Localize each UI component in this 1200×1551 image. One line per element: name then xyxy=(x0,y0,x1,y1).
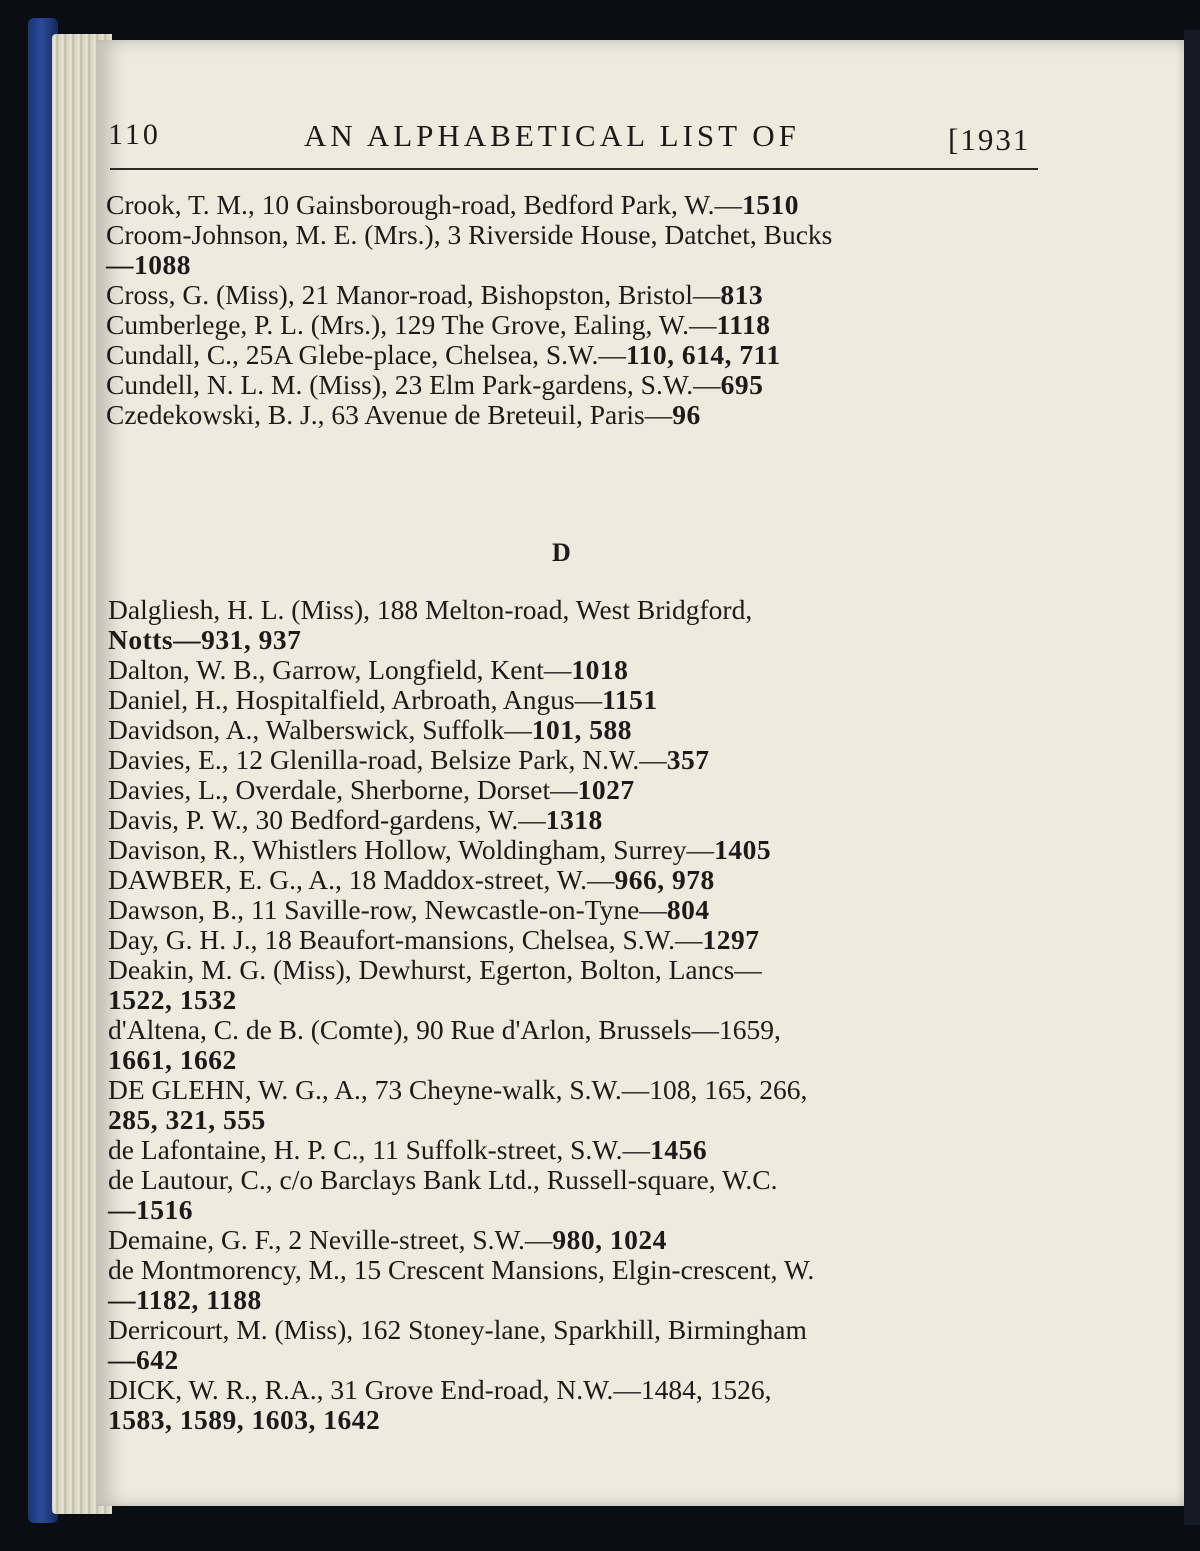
entry-continuation: 1661, 1662 xyxy=(108,1044,237,1075)
entry-refs: 1456 xyxy=(650,1134,708,1165)
entry-name-address: DAWBER, E. G., A., 18 Maddox-street, W.— xyxy=(108,864,615,895)
entry-name-address: Cross, G. (Miss), 21 Manor-road, Bishopston, Bristol— xyxy=(106,279,721,310)
list-item xyxy=(108,895,1048,925)
entry-name-address: Davies, E., 12 Glenilla-road, Belsize Park, N.W.— xyxy=(108,744,667,775)
list-item xyxy=(106,400,1046,430)
entry-refs: 695 xyxy=(720,369,764,400)
entry-text xyxy=(108,684,1048,715)
list-item xyxy=(108,1375,1048,1435)
page-number: 110 xyxy=(108,118,161,151)
entry-continuation: —1182, 1188 xyxy=(108,1284,262,1315)
entry-continuation: 285, 321, 555 xyxy=(108,1104,266,1135)
entry-text xyxy=(108,804,1048,835)
entry-refs: 1151 xyxy=(602,684,658,715)
entries-d-list xyxy=(108,595,1048,1435)
entry-text xyxy=(108,1314,1048,1345)
list-item xyxy=(108,925,1048,955)
list-item xyxy=(108,955,1048,1015)
list-item xyxy=(108,1075,1048,1135)
entry-text xyxy=(108,954,1048,985)
entry-name-address: Croom-Johnson, M. E. (Mrs.), 3 Riverside House, Datchet, Bucks xyxy=(106,219,833,250)
entry-name-address: Crook, T. M., 10 Gainsborough-road, Bedford Park, W.— xyxy=(106,189,743,220)
entry-text xyxy=(108,654,1048,685)
entry-name-address: Dalgliesh, H. L. (Miss), 188 Melton-road, West Bridgford, xyxy=(108,594,753,625)
entry-refs: 1118 xyxy=(716,309,771,340)
section-letter: D xyxy=(552,538,572,567)
entry-text xyxy=(108,924,1048,955)
entry-continuation: —1516 xyxy=(108,1194,193,1225)
entry-refs: 110, 614, 711 xyxy=(625,339,781,370)
list-item xyxy=(108,655,1048,685)
entry-text xyxy=(108,894,1048,925)
entry-name-address: d'Altena, C. de B. (Comte), 90 Rue d'Arlon, Brussels—1659, xyxy=(108,1014,781,1045)
right-cover-edge xyxy=(1184,30,1200,1525)
entry-name-address: Davis, P. W., 30 Bedford-gardens, W.— xyxy=(108,804,546,835)
entry-text xyxy=(106,189,1046,220)
list-item xyxy=(106,190,1046,220)
entry-text xyxy=(108,1254,1048,1285)
entry-name-address: Cundell, N. L. M. (Miss), 23 Elm Park-gardens, S.W.— xyxy=(106,369,721,400)
list-item xyxy=(108,1015,1048,1075)
list-item xyxy=(106,220,1046,280)
entry-name-address: Davison, R., Whistlers Hollow, Woldingham, Surrey— xyxy=(108,834,715,865)
entry-refs: 980, 1024 xyxy=(552,1224,667,1255)
entry-name-address: Deakin, M. G. (Miss), Dewhurst, Egerton, Bolton, Lancs— xyxy=(108,954,762,985)
list-item xyxy=(108,1315,1048,1375)
entry-refs: 1318 xyxy=(545,804,603,835)
entry-text xyxy=(108,864,1048,895)
list-item xyxy=(108,805,1048,835)
entry-name-address: Cundall, C., 25A Glebe-place, Chelsea, S.W.— xyxy=(106,339,626,370)
entry-text xyxy=(108,834,1048,865)
list-item xyxy=(108,1255,1048,1315)
list-item xyxy=(106,280,1046,310)
list-item xyxy=(108,775,1048,805)
entry-refs: 813 xyxy=(720,279,764,310)
list-item xyxy=(106,340,1046,370)
entry-text xyxy=(108,774,1048,805)
entry-refs: 1405 xyxy=(714,834,772,865)
list-item xyxy=(108,685,1048,715)
entry-text xyxy=(108,744,1048,775)
entry-continuation: —1088 xyxy=(106,249,191,280)
entry-name-address: Day, G. H. J., 18 Beaufort-mansions, Chelsea, S.W.— xyxy=(108,924,703,955)
entry-continuation: —642 xyxy=(108,1344,179,1375)
entry-refs: 1027 xyxy=(577,774,635,805)
list-item xyxy=(108,865,1048,895)
entry-name-address: Czedekowski, B. J., 63 Avenue de Breteuil, Paris— xyxy=(106,399,673,430)
list-item xyxy=(108,1135,1048,1165)
entry-text xyxy=(108,1374,1048,1405)
list-item xyxy=(106,370,1046,400)
entry-name-address: Derricourt, M. (Miss), 162 Stoney-lane, Sparkhill, Birmingham xyxy=(108,1314,807,1345)
page-header xyxy=(108,118,1048,168)
entry-name-address: DICK, W. R., R.A., 31 Grove End-road, N.W.—1484, 1526, xyxy=(108,1374,772,1405)
entry-text xyxy=(108,1014,1048,1045)
entries-c-list xyxy=(106,190,1046,430)
entry-name-address: Davidson, A., Walberswick, Suffolk— xyxy=(108,714,532,745)
entry-refs: 1018 xyxy=(571,654,629,685)
entry-name-address: Daniel, H., Hospitalfield, Arbroath, Angus— xyxy=(108,684,603,715)
entry-text xyxy=(106,279,1046,310)
entry-name-address: DE GLEHN, W. G., A., 73 Cheyne-walk, S.W.—108, 165, 266, xyxy=(108,1074,808,1105)
running-title: AN ALPHABETICAL LIST OF xyxy=(304,118,800,153)
entry-text xyxy=(108,714,1048,745)
entry-name-address: Davies, L., Overdale, Sherborne, Dorset— xyxy=(108,774,578,805)
entry-name-address: Dawson, B., 11 Saville-row, Newcastle-on-Tyne— xyxy=(108,894,667,925)
entry-text xyxy=(108,1224,1048,1255)
list-item xyxy=(108,745,1048,775)
entry-text xyxy=(106,369,1046,400)
list-item xyxy=(108,1225,1048,1255)
entry-text xyxy=(108,1074,1048,1105)
entry-refs: 101, 588 xyxy=(531,714,633,745)
entry-refs: 966, 978 xyxy=(614,864,715,895)
list-item xyxy=(108,1165,1048,1225)
entry-continuation: Notts—931, 937 xyxy=(108,624,302,655)
entry-text xyxy=(106,339,1046,370)
entry-name-address: de Montmorency, M., 15 Crescent Mansions, Elgin-crescent, W. xyxy=(108,1254,815,1285)
year-label: [1931 xyxy=(948,122,1031,157)
list-item xyxy=(108,595,1048,655)
entry-name-address: Dalton, W. B., Garrow, Longfield, Kent— xyxy=(108,654,572,685)
entry-continuation: 1522, 1532 xyxy=(108,984,237,1015)
entry-text xyxy=(106,309,1046,340)
entry-text xyxy=(108,594,1048,625)
entry-refs: 1510 xyxy=(742,189,800,220)
entry-text xyxy=(108,1134,1048,1165)
entry-refs: 96 xyxy=(672,399,701,430)
entry-name-address: Cumberlege, P. L. (Mrs.), 129 The Grove, Ealing, W.— xyxy=(106,309,717,340)
entry-refs: 1297 xyxy=(702,924,760,955)
entry-text xyxy=(106,399,1046,430)
entry-text xyxy=(108,1164,1048,1195)
list-item xyxy=(108,715,1048,745)
entry-refs: 357 xyxy=(666,744,710,775)
entry-refs: 804 xyxy=(666,894,710,925)
entry-text xyxy=(106,219,1046,250)
entry-name-address: de Lautour, C., c/o Barclays Bank Ltd., Russell-square, W.C. xyxy=(108,1164,778,1195)
entry-name-address: Demaine, G. F., 2 Neville-street, S.W.— xyxy=(108,1224,553,1255)
list-item xyxy=(106,310,1046,340)
header-rule xyxy=(110,168,1038,170)
entry-name-address: de Lafontaine, H. P. C., 11 Suffolk-street, S.W.— xyxy=(108,1134,651,1165)
list-item xyxy=(108,835,1048,865)
entry-continuation: 1583, 1589, 1603, 1642 xyxy=(108,1404,381,1435)
